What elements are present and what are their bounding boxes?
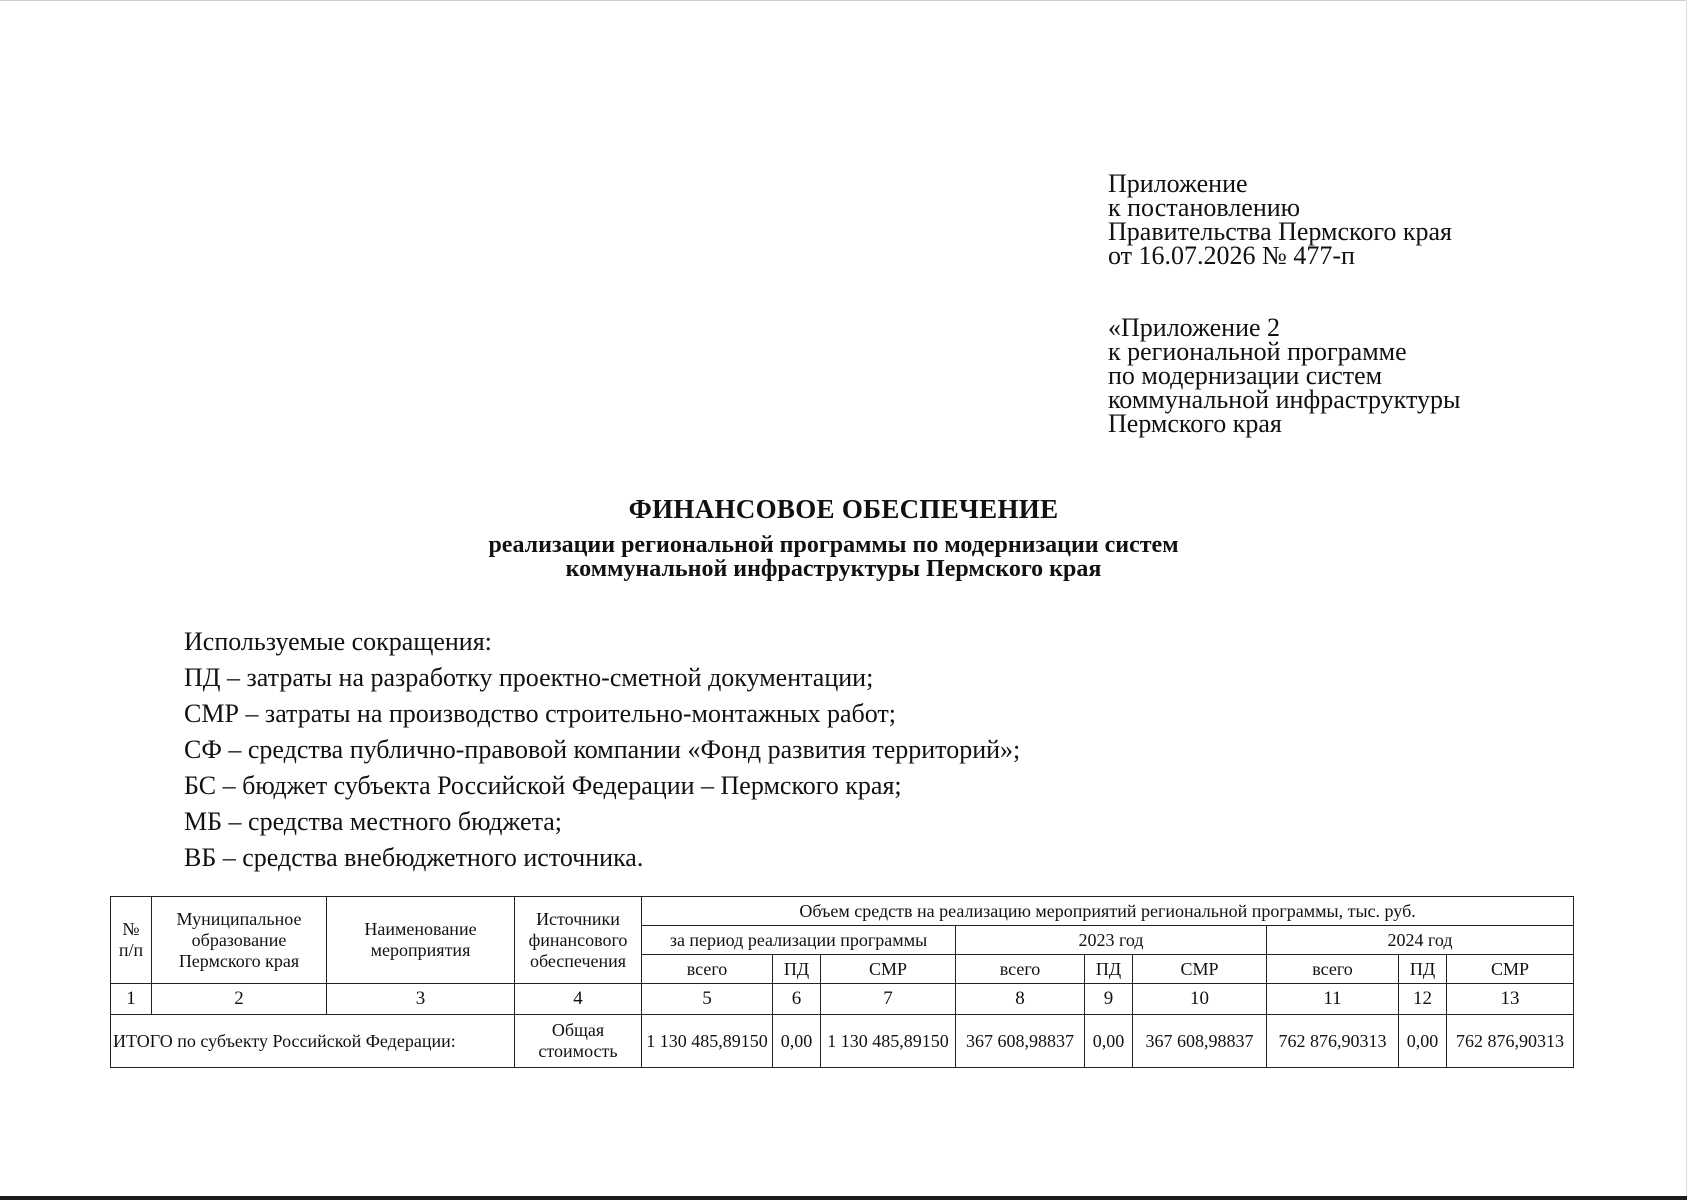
column-number: 13 <box>1447 984 1574 1015</box>
total-2023-pd: 0,00 <box>1085 1015 1133 1068</box>
header-smr: СМР <box>1447 955 1574 984</box>
total-period-pd: 0,00 <box>773 1015 821 1068</box>
total-row <box>111 1015 1574 1068</box>
column-number: 10 <box>1133 984 1267 1015</box>
header-total: всего <box>642 955 773 984</box>
header-sources: Источники финансового обеспечения <box>515 897 642 984</box>
total-2023-all: 367 608,98837 <box>956 1015 1085 1068</box>
header-num: № п/п <box>111 897 152 984</box>
approval-line-2: к постановлению <box>1108 193 1301 222</box>
financing-table <box>110 896 1574 1068</box>
scan-bottom-edge <box>0 1196 1687 1200</box>
abbreviation-item: БС – бюджет субъекта Российской Федерации – Пермского края; <box>184 771 902 800</box>
program-appendix-line-1: «Приложение 2 <box>1108 313 1281 342</box>
column-number: 7 <box>821 984 956 1015</box>
document-subtitle-line-2: коммунальной инфраструктуры Пермского края <box>565 556 1102 582</box>
total-row-source: Общая стоимость <box>515 1015 642 1068</box>
column-number: 3 <box>327 984 515 1015</box>
header-period-total: за период реализации программы <box>642 926 956 955</box>
header-total: всего <box>1267 955 1399 984</box>
approval-line-3: Правительства Пермского края <box>1108 217 1452 246</box>
header-pd: ПД <box>773 955 821 984</box>
scan-top-edge <box>0 0 1687 1</box>
total-2024-pd: 0,00 <box>1399 1015 1447 1068</box>
header-year-2024: 2024 год <box>1267 926 1574 955</box>
header-year-2023: 2023 год <box>956 926 1267 955</box>
total-period-smr: 1 130 485,89150 <box>821 1015 956 1068</box>
total-row-label: ИТОГО по субъекту Российской Федерации: <box>111 1015 515 1068</box>
approval-reference <box>1108 169 1452 270</box>
abbreviation-item: ВБ – средства внебюджетного источника. <box>184 843 644 872</box>
abbreviations-heading: Используемые сокращения: <box>184 627 492 656</box>
header-pd: ПД <box>1085 955 1133 984</box>
column-number: 12 <box>1399 984 1447 1015</box>
program-appendix-line-4: коммунальной инфраструктуры <box>1108 385 1461 414</box>
abbreviation-item: МБ – средства местного бюджета; <box>184 807 563 836</box>
document-subtitle-line-1: реализации региональной программы по модернизации систем <box>488 532 1179 558</box>
approval-line-1: Приложение <box>1108 169 1248 198</box>
header-volume: Объем средств на реализацию мероприятий региональной программы, тыс. руб. <box>642 897 1574 926</box>
column-number: 1 <box>111 984 152 1015</box>
abbreviation-item: ПД – затраты на разработку проектно-сметной документации; <box>184 663 874 692</box>
total-2024-all: 762 876,90313 <box>1267 1015 1399 1068</box>
column-number: 4 <box>515 984 642 1015</box>
document-title: ФИНАНСОВОЕ ОБЕСПЕЧЕНИЕ <box>628 494 1059 524</box>
program-appendix-reference <box>1108 313 1461 438</box>
header-pd: ПД <box>1399 955 1447 984</box>
abbreviations-list <box>184 624 1020 876</box>
column-number: 9 <box>1085 984 1133 1015</box>
abbreviation-item: СМР – затраты на производство строительно-монтажных работ; <box>184 699 896 728</box>
header-activity: Наименование мероприятия <box>327 897 515 984</box>
header-smr: СМР <box>1133 955 1267 984</box>
column-number-row <box>111 984 1574 1015</box>
program-appendix-line-3: по модернизации систем <box>1108 361 1383 390</box>
program-appendix-line-5: Пермского края <box>1108 409 1282 438</box>
column-number: 6 <box>773 984 821 1015</box>
header-total: всего <box>956 955 1085 984</box>
column-number: 11 <box>1267 984 1399 1015</box>
column-number: 8 <box>956 984 1085 1015</box>
column-number: 2 <box>152 984 327 1015</box>
total-period-all: 1 130 485,89150 <box>642 1015 773 1068</box>
program-appendix-line-2: к региональной программе <box>1108 337 1407 366</box>
abbreviation-item: СФ – средства публично-правовой компании «Фонд развития территорий»; <box>184 735 1021 764</box>
approval-line-4: от 16.07.2026 № 477-п <box>1108 241 1355 270</box>
header-smr: СМР <box>821 955 956 984</box>
column-number: 5 <box>642 984 773 1015</box>
total-2023-smr: 367 608,98837 <box>1133 1015 1267 1068</box>
total-2024-smr: 762 876,90313 <box>1447 1015 1574 1068</box>
header-municipality: Муниципальное образование Пермского края <box>152 897 327 984</box>
